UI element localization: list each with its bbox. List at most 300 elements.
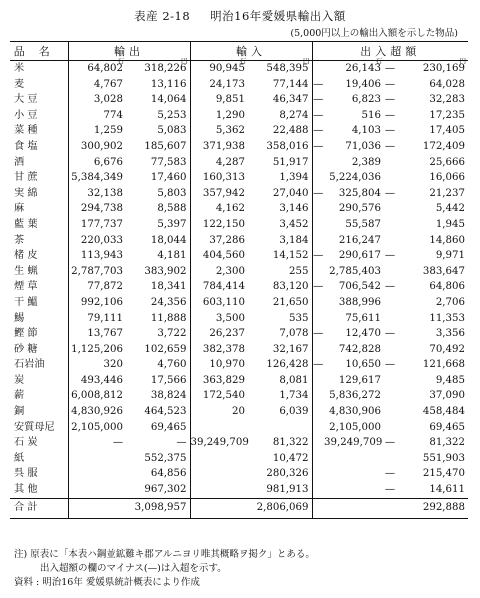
export-quantity: 220,033 bbox=[68, 233, 126, 249]
table-title-text: 明治16年愛媛県輸出入額 bbox=[210, 9, 346, 23]
import-quantity: 4,287 bbox=[190, 155, 248, 171]
item-name: 米 bbox=[14, 63, 25, 74]
item-name: 酒 bbox=[14, 156, 25, 168]
table-row bbox=[10, 435, 468, 451]
footnote-2: 出入超額の欄のマイナス(—)は入超を示す。 bbox=[40, 563, 227, 574]
table-body bbox=[10, 57, 468, 499]
export-value: 5,083 bbox=[157, 125, 187, 137]
excess-quantity: 742,828 bbox=[338, 343, 381, 355]
excess-quantity bbox=[324, 466, 384, 482]
export-value: 5,253 bbox=[157, 109, 187, 121]
export-value: 4,760 bbox=[157, 359, 187, 371]
excess-quantity bbox=[324, 482, 384, 498]
item-name: 麦 bbox=[14, 78, 25, 90]
excess-value-sign: — bbox=[384, 359, 396, 371]
excess-quantity: 2,389 bbox=[351, 156, 381, 168]
excess-quantity: 55,587 bbox=[345, 218, 381, 230]
import-value: 77,144 bbox=[272, 78, 309, 90]
excess-quantity: 325,804 bbox=[338, 187, 381, 199]
item-name: 紙 bbox=[14, 452, 25, 464]
import-quantity bbox=[190, 466, 248, 482]
excess-quantity-sign bbox=[312, 155, 324, 171]
import-value: 14,152 bbox=[272, 250, 309, 262]
item-name: 麻 bbox=[14, 203, 25, 215]
excess-quantity: 290,576 bbox=[338, 203, 381, 215]
excess-value: 21,237 bbox=[429, 187, 465, 199]
excess-value-sign: — bbox=[384, 484, 396, 496]
export-value: 185,607 bbox=[144, 140, 187, 152]
import-value: 46,347 bbox=[272, 94, 309, 106]
excess-quantity: 5,224,036 bbox=[329, 172, 381, 184]
footnote-1: 注) 原表に「本表ハ鋼並鉱難キ郡アルニヨリ唯其概略ヲ掲ク」とある。 bbox=[14, 549, 315, 560]
excess-value-sign: — bbox=[384, 328, 396, 340]
excess-value: 25,666 bbox=[429, 156, 465, 168]
export-value: 38,824 bbox=[150, 390, 187, 402]
table-row bbox=[10, 295, 468, 311]
excess-value: 14,860 bbox=[429, 234, 465, 246]
excess-value: 172,409 bbox=[422, 140, 465, 152]
excess-value: 17,235 bbox=[429, 109, 465, 121]
excess-quantity-sign: — bbox=[312, 92, 324, 108]
item-name: 干 鰮 bbox=[14, 296, 38, 308]
excess-value-sign bbox=[384, 295, 396, 311]
excess-quantity: 706,542 bbox=[338, 281, 381, 293]
table-row bbox=[10, 123, 468, 139]
table-row bbox=[10, 311, 468, 327]
excess-quantity-sign bbox=[312, 482, 324, 498]
import-quantity: 404,560 bbox=[190, 248, 248, 264]
excess-value: 121,668 bbox=[422, 359, 465, 371]
unit-koku: 石 bbox=[117, 57, 124, 65]
excess-value: 383,647 bbox=[422, 265, 465, 277]
import-quantity: 10,970 bbox=[190, 357, 248, 373]
excess-value-sign bbox=[384, 420, 396, 436]
excess-quantity-sign bbox=[312, 420, 324, 436]
excess-value-sign bbox=[384, 217, 396, 233]
excess-value: 69,465 bbox=[429, 421, 465, 433]
export-quantity: 113,943 bbox=[68, 248, 126, 264]
item-name: 石 炭 bbox=[14, 437, 38, 449]
excess-quantity-sign bbox=[312, 311, 324, 327]
import-value: 32,167 bbox=[272, 343, 309, 355]
excess-quantity-sign: — bbox=[312, 279, 324, 295]
export-quantity: — bbox=[68, 435, 126, 451]
excess-quantity: 216,247 bbox=[338, 234, 381, 246]
table-row bbox=[10, 92, 468, 108]
export-value: 552,375 bbox=[144, 452, 187, 464]
excess-value-sign: — bbox=[384, 109, 396, 121]
export-quantity: 32,138 bbox=[68, 186, 126, 202]
excess-quantity-sign bbox=[312, 264, 324, 280]
excess-quantity-sign bbox=[312, 404, 324, 420]
table-subtitle: (5,000円以上の輸出入額を示した物品) bbox=[290, 28, 458, 39]
excess-value-sign: — bbox=[384, 281, 396, 293]
export-quantity: 1,125,206 bbox=[68, 342, 126, 358]
header-import: 輸入 bbox=[190, 42, 312, 61]
export-value: 18,044 bbox=[150, 234, 187, 246]
excess-value: 81,322 bbox=[429, 437, 465, 449]
excess-value-sign: — bbox=[384, 63, 396, 74]
excess-value: 14,611 bbox=[429, 484, 465, 496]
excess-quantity-sign bbox=[312, 451, 324, 467]
table-row bbox=[10, 155, 468, 171]
excess-value: 37,090 bbox=[429, 390, 465, 402]
excess-value-sign bbox=[384, 155, 396, 171]
excess-value-sign bbox=[384, 388, 396, 404]
export-value: — bbox=[176, 437, 187, 449]
import-quantity: 26,237 bbox=[190, 326, 248, 342]
item-name: 大 豆 bbox=[14, 94, 38, 106]
table-row bbox=[10, 108, 468, 124]
table-row bbox=[10, 404, 468, 420]
import-quantity: 603,110 bbox=[190, 295, 248, 311]
table-row bbox=[10, 342, 468, 358]
export-value: 17,460 bbox=[150, 172, 187, 184]
total-label: 合 計 bbox=[10, 498, 68, 518]
excess-value-sign: — bbox=[384, 94, 396, 106]
export-value: 967,302 bbox=[144, 484, 187, 496]
import-value: 8,274 bbox=[279, 109, 309, 121]
import-value: 7,078 bbox=[279, 328, 309, 340]
import-quantity: 2,300 bbox=[190, 264, 248, 280]
import-value: 6,039 bbox=[279, 406, 309, 418]
excess-value: 9,485 bbox=[435, 374, 465, 386]
excess-value: 16,066 bbox=[429, 172, 465, 184]
import-value: 255 bbox=[289, 265, 309, 277]
excess-quantity bbox=[324, 451, 384, 467]
export-value: 17,566 bbox=[150, 374, 187, 386]
total-export-value: 3,098,957 bbox=[126, 498, 190, 518]
excess-quantity: 19,406 bbox=[345, 78, 381, 90]
import-value: 3,146 bbox=[279, 203, 309, 215]
item-name: 其 他 bbox=[14, 484, 38, 496]
table-row bbox=[10, 326, 468, 342]
unit-yen: 円 bbox=[303, 57, 310, 65]
import-value: 358,016 bbox=[266, 140, 309, 152]
excess-value-sign bbox=[384, 342, 396, 358]
item-name: 砂 糖 bbox=[14, 343, 38, 355]
item-name: 石岩油 bbox=[14, 359, 45, 371]
item-name: 薪 bbox=[14, 390, 25, 402]
excess-value-sign bbox=[384, 201, 396, 217]
excess-value-sign: — bbox=[384, 140, 396, 152]
excess-value-sign bbox=[384, 311, 396, 327]
excess-value: 230,169 円 bbox=[422, 57, 466, 74]
export-quantity: 5,384,349 bbox=[68, 170, 126, 186]
excess-quantity-sign bbox=[312, 170, 324, 186]
excess-value-sign: — bbox=[384, 437, 396, 449]
import-quantity: 39,249,709 bbox=[190, 435, 248, 451]
import-value: 51,917 bbox=[272, 156, 309, 168]
excess-quantity: 388,996 bbox=[338, 296, 381, 308]
export-quantity bbox=[68, 451, 126, 467]
item-name: 呉 服 bbox=[14, 468, 38, 480]
unit-koku: 石 bbox=[375, 57, 382, 65]
excess-value-sign bbox=[384, 373, 396, 389]
export-value: 5,397 bbox=[157, 218, 187, 230]
excess-quantity: 10,650 bbox=[345, 359, 381, 371]
excess-value: 64,806 bbox=[429, 281, 465, 293]
table-row bbox=[10, 170, 468, 186]
item-name: 実 綿 bbox=[14, 187, 38, 199]
import-value: 27,040 bbox=[272, 187, 309, 199]
import-value: 3,452 bbox=[279, 218, 309, 230]
import-value: 981,913 bbox=[266, 484, 309, 496]
export-value: 464,523 bbox=[144, 406, 187, 418]
excess-value: 9,971 bbox=[435, 250, 465, 262]
excess-value: 2,706 bbox=[435, 296, 465, 308]
item-name: 小 豆 bbox=[14, 109, 38, 121]
export-value: 102,659 bbox=[144, 343, 187, 355]
export-value: 14,064 bbox=[150, 94, 187, 106]
excess-quantity: 39,249,709 bbox=[324, 437, 383, 449]
item-name: 鰹 節 bbox=[14, 328, 38, 340]
import-quantity: 172,540 bbox=[190, 388, 248, 404]
import-value: 21,650 bbox=[272, 296, 309, 308]
export-quantity: 4,830,926 bbox=[68, 404, 126, 420]
excess-value: 215,470 bbox=[422, 468, 465, 480]
excess-quantity-sign bbox=[312, 466, 324, 482]
export-value: 77,583 bbox=[150, 156, 187, 168]
item-name: 食 塩 bbox=[14, 140, 38, 152]
table-row bbox=[10, 139, 468, 155]
table-row bbox=[10, 61, 468, 77]
excess-value-sign: — bbox=[384, 468, 396, 480]
import-value: 1,394 bbox=[279, 172, 309, 184]
import-quantity: 37,286 bbox=[190, 233, 248, 249]
table-row bbox=[10, 217, 468, 233]
excess-quantity: 129,617 bbox=[338, 374, 381, 386]
excess-value-sign: — bbox=[384, 187, 396, 199]
excess-value-sign bbox=[384, 264, 396, 280]
table-number: 表産 2-18 bbox=[134, 9, 191, 23]
import-quantity: 24,173 bbox=[190, 77, 248, 93]
item-name: 藍 葉 bbox=[14, 218, 38, 230]
export-value: 318,226 円 bbox=[144, 57, 188, 74]
excess-value: 70,492 bbox=[429, 343, 465, 355]
excess-quantity-sign: — bbox=[312, 123, 324, 139]
excess-quantity: 2,105,000 bbox=[329, 421, 381, 433]
item-name: 茶 bbox=[14, 234, 25, 246]
import-quantity: 363,829 bbox=[190, 373, 248, 389]
export-quantity: 774 bbox=[68, 108, 126, 124]
excess-quantity-sign bbox=[312, 435, 324, 451]
item-name: 生 蝋 bbox=[14, 265, 38, 277]
export-quantity: 992,106 bbox=[68, 295, 126, 311]
excess-quantity-sign bbox=[312, 388, 324, 404]
import-value: 1,734 bbox=[279, 390, 309, 402]
export-value: 383,902 bbox=[144, 265, 187, 277]
excess-quantity-sign bbox=[312, 61, 324, 77]
item-name: 鯣 bbox=[14, 312, 25, 324]
table-row bbox=[10, 451, 468, 467]
excess-value-sign bbox=[384, 170, 396, 186]
excess-quantity-sign: — bbox=[312, 108, 324, 124]
table-row bbox=[10, 357, 468, 373]
export-quantity: 3,028 bbox=[68, 92, 126, 108]
excess-quantity: 516 bbox=[361, 109, 381, 121]
excess-quantity-sign bbox=[312, 342, 324, 358]
table-row bbox=[10, 466, 468, 482]
import-quantity: 3,500 bbox=[190, 311, 248, 327]
excess-value: 458,484 bbox=[422, 406, 465, 418]
import-quantity: 784,414 bbox=[190, 279, 248, 295]
import-value: 81,322 bbox=[272, 437, 309, 449]
export-quantity: 1,259 bbox=[68, 123, 126, 139]
export-value: 24,356 bbox=[150, 296, 187, 308]
excess-value-sign bbox=[384, 451, 396, 467]
import-value: 280,326 bbox=[266, 468, 309, 480]
excess-value-sign bbox=[384, 404, 396, 420]
excess-quantity: 290,617 bbox=[338, 250, 381, 262]
table-row bbox=[10, 482, 468, 498]
excess-quantity-sign bbox=[312, 201, 324, 217]
item-name: 銅 bbox=[14, 406, 25, 418]
excess-quantity: 5,836,272 bbox=[329, 390, 381, 402]
excess-value-sign bbox=[384, 233, 396, 249]
import-quantity: 357,942 bbox=[190, 186, 248, 202]
header-item: 品名 bbox=[10, 42, 68, 61]
import-value: 126,428 bbox=[266, 359, 309, 371]
header-export: 輸出 bbox=[68, 42, 190, 61]
export-value: 18,341 bbox=[150, 281, 187, 293]
unit-koku: 石 bbox=[239, 57, 246, 65]
excess-quantity-sign bbox=[312, 217, 324, 233]
table-row bbox=[10, 77, 468, 93]
item-name: 炭 bbox=[14, 374, 25, 386]
import-value bbox=[248, 420, 312, 436]
export-quantity: 294,738 bbox=[68, 201, 126, 217]
import-quantity bbox=[190, 451, 248, 467]
import-value: 83,120 bbox=[272, 281, 309, 293]
trade-table bbox=[10, 41, 468, 519]
excess-quantity: 6,823 bbox=[351, 94, 381, 106]
excess-quantity: 4,103 bbox=[351, 125, 381, 137]
export-value: 11,888 bbox=[150, 312, 187, 324]
export-quantity: 493,446 bbox=[68, 373, 126, 389]
table-row bbox=[10, 279, 468, 295]
export-value: 69,465 bbox=[150, 421, 187, 433]
item-name: 煙 草 bbox=[14, 281, 38, 293]
import-quantity: 20 bbox=[190, 404, 248, 420]
import-value: 8,081 bbox=[279, 374, 309, 386]
export-quantity: 2,105,000 bbox=[68, 420, 126, 436]
excess-quantity: 4,830,906 bbox=[329, 406, 381, 418]
excess-quantity-sign bbox=[312, 233, 324, 249]
unit-yen: 円 bbox=[459, 57, 466, 65]
export-quantity bbox=[68, 482, 126, 498]
table-row bbox=[10, 186, 468, 202]
import-quantity: 4,162 bbox=[190, 201, 248, 217]
excess-quantity: 26,143 石 bbox=[345, 57, 382, 74]
excess-quantity-sign bbox=[312, 373, 324, 389]
import-value: 3,184 bbox=[279, 234, 309, 246]
export-quantity: 6,008,812 bbox=[68, 388, 126, 404]
export-value: 4,181 bbox=[157, 250, 187, 262]
excess-quantity-sign: — bbox=[312, 248, 324, 264]
excess-value: 1,945 bbox=[435, 218, 465, 230]
excess-quantity-sign: — bbox=[312, 357, 324, 373]
import-quantity: 1,290 bbox=[190, 108, 248, 124]
item-name: 菜 種 bbox=[14, 125, 38, 137]
import-value: 22,488 bbox=[272, 125, 309, 137]
export-quantity: 6,676 bbox=[68, 155, 126, 171]
table-row bbox=[10, 373, 468, 389]
export-quantity: 300,902 bbox=[68, 139, 126, 155]
export-value: 3,722 bbox=[157, 328, 187, 340]
excess-value-sign: — bbox=[384, 78, 396, 90]
import-value: 10,472 bbox=[272, 452, 309, 464]
import-quantity: 160,313 bbox=[190, 170, 248, 186]
source-note: 資料 : 明治16年 愛媛県統計概表により作成 bbox=[14, 577, 200, 588]
excess-quantity-sign: — bbox=[312, 186, 324, 202]
total-excess-value: 292,888 bbox=[396, 498, 468, 518]
table-title bbox=[0, 8, 480, 24]
export-quantity: 177,737 bbox=[68, 217, 126, 233]
export-value: 8,588 bbox=[157, 203, 187, 215]
import-quantity bbox=[190, 482, 248, 498]
excess-quantity: 75,611 bbox=[345, 312, 381, 324]
import-value: 535 bbox=[289, 312, 309, 324]
export-value: 5,803 bbox=[157, 187, 187, 199]
excess-value: 551,903 bbox=[422, 452, 465, 464]
table-row bbox=[10, 248, 468, 264]
excess-quantity-sign: — bbox=[312, 77, 324, 93]
export-quantity: 64,802 石 bbox=[68, 61, 126, 77]
export-quantity bbox=[68, 466, 126, 482]
export-quantity: 2,787,703 bbox=[68, 264, 126, 280]
export-value: 64,856 bbox=[150, 468, 187, 480]
table-row bbox=[10, 233, 468, 249]
export-quantity: 79,111 bbox=[68, 311, 126, 327]
import-quantity: 5,362 bbox=[190, 123, 248, 139]
excess-value: 3,356 bbox=[435, 328, 465, 340]
excess-quantity-sign bbox=[312, 295, 324, 311]
total-import-value: 2,806,069 bbox=[248, 498, 312, 518]
table-row bbox=[10, 420, 468, 436]
import-quantity bbox=[190, 420, 248, 436]
import-quantity: 9,851 bbox=[190, 92, 248, 108]
export-quantity: 4,767 bbox=[68, 77, 126, 93]
excess-quantity-sign: — bbox=[312, 326, 324, 342]
export-quantity: 320 bbox=[68, 357, 126, 373]
excess-quantity: 2,785,403 bbox=[329, 265, 381, 277]
export-quantity: 77,872 bbox=[68, 279, 126, 295]
unit-yen: 円 bbox=[181, 57, 188, 65]
excess-value: 11,353 bbox=[429, 312, 465, 324]
import-quantity: 371,938 bbox=[190, 139, 248, 155]
item-name: 楮 皮 bbox=[14, 250, 38, 262]
excess-value: 5,442 bbox=[435, 203, 465, 215]
excess-value: 32,283 bbox=[429, 94, 465, 106]
table-row bbox=[10, 264, 468, 280]
excess-value: 64,028 bbox=[429, 78, 465, 90]
table-row bbox=[10, 388, 468, 404]
total-row bbox=[10, 498, 468, 518]
excess-value-sign: — bbox=[384, 250, 396, 262]
excess-value-sign: — bbox=[384, 125, 396, 137]
export-value: 13,116 bbox=[150, 78, 187, 90]
table-row bbox=[10, 201, 468, 217]
import-value: 548,395 円 bbox=[266, 57, 310, 74]
excess-quantity-sign: — bbox=[312, 139, 324, 155]
excess-quantity: 12,470 bbox=[345, 328, 381, 340]
import-quantity: 382,378 bbox=[190, 342, 248, 358]
excess-value: 17,405 bbox=[429, 125, 465, 137]
export-quantity: 13,767 bbox=[68, 326, 126, 342]
excess-quantity: 71,036 bbox=[345, 140, 381, 152]
import-quantity: 122,150 bbox=[190, 217, 248, 233]
